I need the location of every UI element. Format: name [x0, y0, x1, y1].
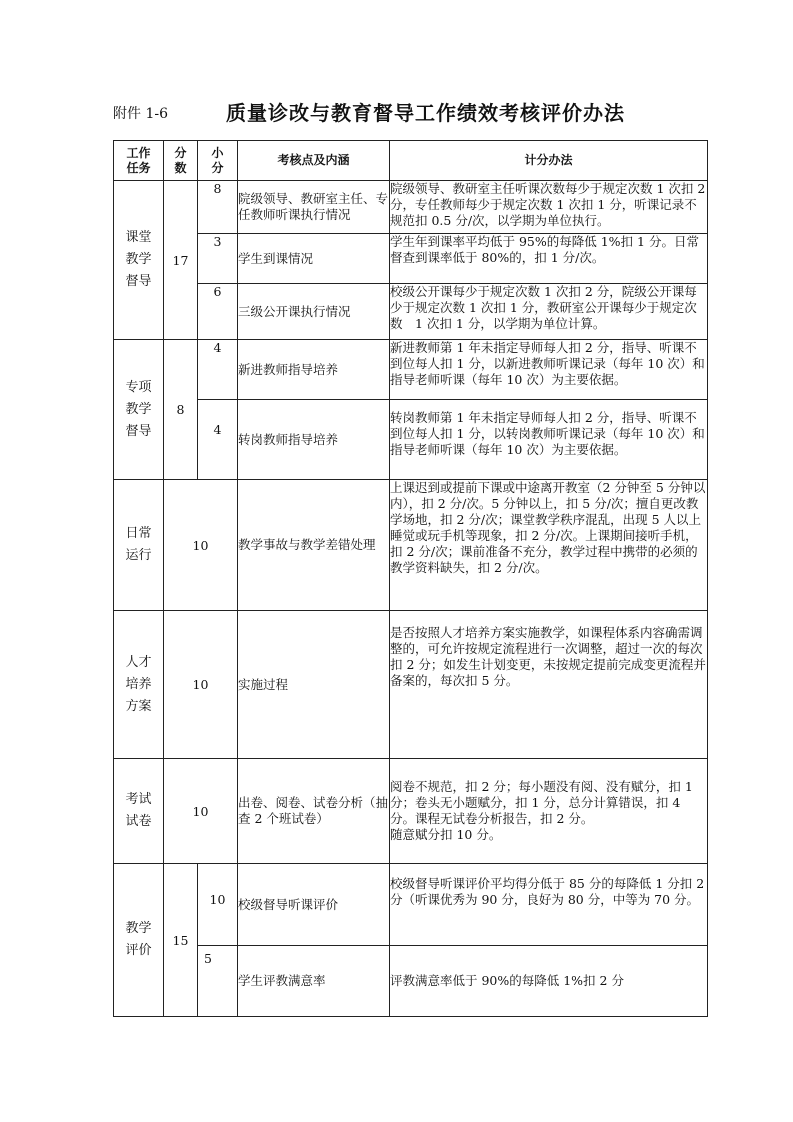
task-cell: 人才 培养 方案: [114, 611, 164, 759]
task-cell: 日常 运行: [114, 480, 164, 611]
content-cell: 院级领导、教研室主任、专任教师听课执行情况: [238, 181, 390, 234]
header-task: 工作 任务: [114, 141, 164, 181]
sub-score-cell: 3: [198, 234, 238, 284]
score-cell: 10: [164, 611, 238, 759]
table-row: [114, 400, 708, 480]
table-header-row: [114, 141, 708, 181]
content-cell: 学生评教满意率: [238, 946, 390, 1017]
sub-score-cell: 8: [198, 181, 238, 234]
method-cell: 阅卷不规范，扣 2 分；每小题没有阅、没有赋分，扣 1 分；卷头无小题赋分，扣 1 分，总分计算错误，扣 4 分。课程无试卷分析报告，扣 2 分。 随意赋分扣 10 分。: [390, 759, 708, 864]
content-cell: 出卷、阅卷、试卷分析（抽查 2 个班试卷）: [238, 759, 390, 864]
document-header: [113, 97, 713, 129]
content-cell: 三级公开课执行情况: [238, 284, 390, 340]
task-cell: 教学 评价: [114, 864, 164, 1017]
method-cell: 校级督导听课评价平均得分低于 85 分的每降低 1 分扣 2 分（听课优秀为 90 分，良好为 80 分，中等为 70 分。: [390, 864, 708, 946]
score-cell: 10: [164, 480, 238, 611]
content-cell: 学生到课情况: [238, 234, 390, 284]
score-cell: 17: [164, 181, 198, 340]
method-cell: 校级公开课每少于规定次数 1 次扣 2 分，院级公开课每少于规定次数 1 次扣 1 分，教研室公开课每少于规定次数 1 次扣 1 分，以学期为单位计算。: [390, 284, 708, 340]
document-title: 质量诊改与教育督导工作绩效考核评价办法: [226, 101, 625, 125]
table-row: [114, 181, 708, 234]
sub-score-cell: 4: [198, 340, 238, 400]
score-cell: 15: [164, 864, 198, 1017]
header-sub-score: 小 分: [198, 141, 238, 181]
task-cell: 专项 教学 督导: [114, 340, 164, 480]
table-row: [114, 759, 708, 864]
annex-label: 附件 1-6: [113, 106, 168, 122]
method-cell: 上课迟到或提前下课或中途离开教室（2 分钟至 5 分钟以内），扣 2 分/次。5 分钟以上，扣 5 分/次；擅自更改教学场地，扣 2 分/次；课堂教学秩序混乱，出现 5 人以上睡觉或玩手机等现象，扣 2 分/次。上课期间接听手机，扣 2 分/次；课前准备不充分，教学过程中携带的必须的教学资料缺失，扣 2 分/次。: [390, 480, 708, 611]
header-method: 计分办法: [390, 141, 708, 181]
header-content: 考核点及内涵: [238, 141, 390, 181]
sub-score-cell: 4: [198, 400, 238, 480]
table-row: [114, 611, 708, 759]
sub-score-cell: 5: [198, 946, 238, 1017]
sub-score-cell: 6: [198, 284, 238, 340]
content-cell: 校级督导听课评价: [238, 864, 390, 946]
content-cell: 教学事故与教学差错处理: [238, 480, 390, 611]
method-cell: 评教满意率低于 90%的每降低 1%扣 2 分: [390, 946, 708, 1017]
table-row: [114, 480, 708, 611]
table-row: [114, 284, 708, 340]
method-cell: 转岗教师第 1 年未指定导师每人扣 2 分，指导、听课不到位每人扣 1 分，以转岗教师听课记录（每年 10 次）和指导老师听课（每年 10 次）为主要依据。: [390, 400, 708, 480]
content-cell: 新进教师指导培养: [238, 340, 390, 400]
task-cell: 考试 试卷: [114, 759, 164, 864]
method-cell: 是否按照人才培养方案实施教学，如课程体系内容确需调整的，可允许按规定流程进行一次调整，超过一次的每次扣 2 分；如发生计划变更，未按规定提前完成变更流程并备案的，每次扣 5 分。: [390, 611, 708, 759]
header-score: 分 数: [164, 141, 198, 181]
method-cell: 院级领导、教研室主任听课次数每少于规定次数 1 次扣 2 分，专任教师每少于规定次数 1 次扣 1 分，听课记录不规范扣 0.5 分/次，以学期为单位执行。: [390, 181, 708, 234]
task-cell: 课堂 教学 督导: [114, 181, 164, 340]
table-row: [114, 340, 708, 400]
sub-score-cell: 10: [198, 864, 238, 946]
method-cell: 学生年到课率平均低于 95%的每降低 1%扣 1 分。日常督查到课率低于 80%的，扣 1 分/次。: [390, 234, 708, 284]
score-cell: 10: [164, 759, 238, 864]
score-cell: 8: [164, 340, 198, 480]
evaluation-table: [113, 140, 708, 1017]
table-row: [114, 864, 708, 946]
content-cell: 实施过程: [238, 611, 390, 759]
table-row: [114, 234, 708, 284]
method-cell: 新进教师第 1 年未指定导师每人扣 2 分，指导、听课不到位每人扣 1 分，以新进教师听课记录（每年 10 次）和指导老师听课（每年 10 次）为主要依据。: [390, 340, 708, 400]
table-row: [114, 946, 708, 1017]
content-cell: 转岗教师指导培养: [238, 400, 390, 480]
